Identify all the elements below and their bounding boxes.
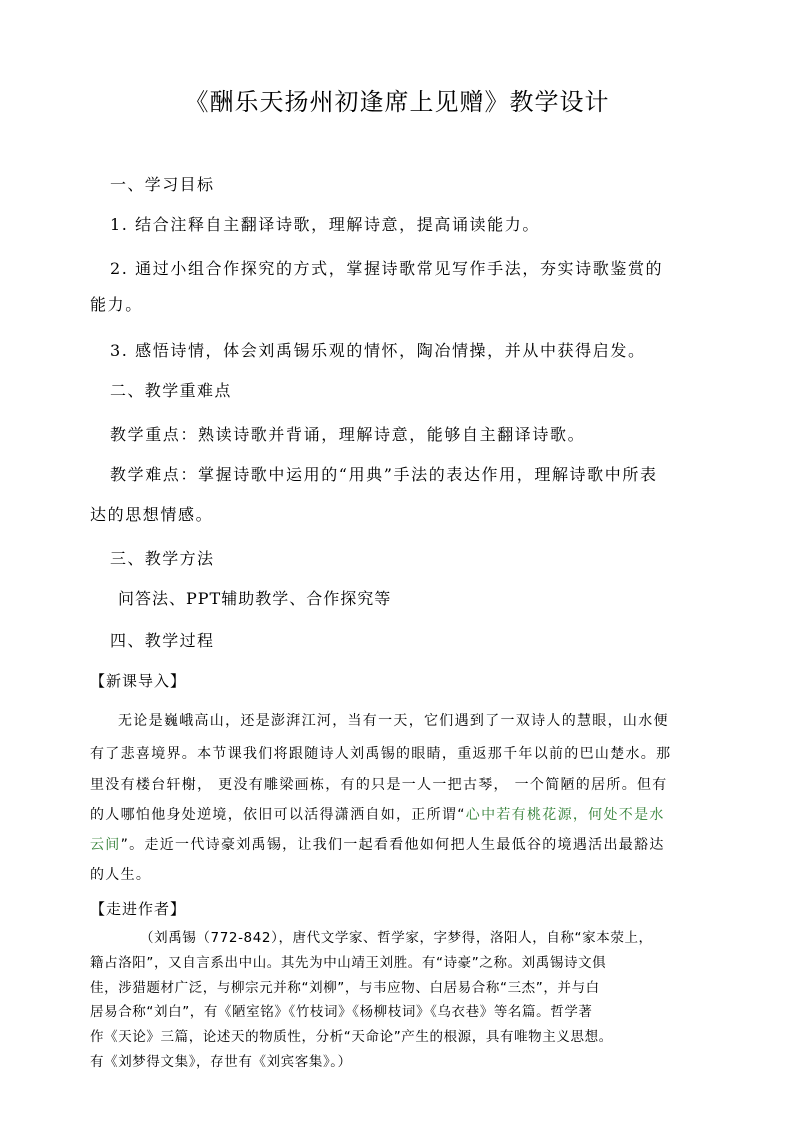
goal-item-1: 1. 结合注释自主翻译诗歌，理解诗意，提高诵读能力。 bbox=[110, 215, 540, 234]
document-title: 《酬乐天扬州初逢席上见赠》教学设计 bbox=[184, 88, 610, 116]
section-heading-key-points: 二、教学重难点 bbox=[110, 381, 232, 400]
methods-text: 问答法、PPT辅助教学、合作探究等 bbox=[118, 589, 392, 608]
section-heading-goals: 一、学习目标 bbox=[110, 175, 215, 194]
author-line-5: 作《天论》三篇，论述天的物质性，分析“天命论”产生的根源，具有唯物主义思想。 bbox=[90, 1029, 613, 1045]
intro-line-2: 有了悲喜境界。本节课我们将跟随诗人刘禹锡的眼睛，重返那千年以前的巴山楚水。那 bbox=[90, 746, 672, 762]
author-line-1: （刘禹锡（772-842），唐代文学家、哲学家，字梦得，洛阳人，自称“家本荥上， bbox=[140, 930, 653, 946]
intro-line-3: 里没有楼台轩榭， 更没有雕梁画栋，有的只是一人一把古琴， 一个简陋的居所。但有 bbox=[90, 777, 668, 793]
goal-item-2-line-2: 能力。 bbox=[90, 295, 143, 314]
author-line-3: 佳，涉猎题材广泛，与柳宗元并称“刘柳”，与韦应物、白居易合称“三杰”，并与白 bbox=[90, 980, 600, 996]
intro-line-4-text: 的人哪怕他身处逆境，依旧可以活得潇洒自如，正所谓“ bbox=[90, 807, 466, 823]
intro-quote-highlight: 心中若有桃花源，何处不是水 bbox=[465, 807, 665, 823]
key-point-text: 教学重点：熟读诗歌并背诵，理解诗意，能够自主翻译诗歌。 bbox=[110, 425, 586, 444]
author-line-4: 居易合称“刘白”，有《陋室铭》《竹枝词》《杨柳枝词》《乌衣巷》等名篇。哲学著 bbox=[90, 1004, 593, 1020]
intro-heading: 【新课导入】 bbox=[90, 672, 187, 690]
author-line-2: 籍占洛阳”，又自言系出中山。其先为中山靖王刘胜。有“诗豪”之称。刘禹锡诗文俱 bbox=[90, 955, 607, 971]
difficulty-text-line-1: 教学难点：掌握诗歌中运用的“用典”手法的表达作用，理解诗歌中所表 bbox=[110, 465, 658, 484]
section-heading-methods: 三、教学方法 bbox=[110, 549, 215, 568]
difficulty-text-line-2: 达的思想情感。 bbox=[90, 505, 214, 524]
intro-quote-highlight-end: 云间 bbox=[90, 837, 121, 853]
goal-item-3: 3. 感悟诗情，体会刘禹锡乐观的情怀，陶冶情操，并从中获得启发。 bbox=[110, 341, 646, 360]
section-heading-process: 四、教学过程 bbox=[110, 631, 215, 650]
intro-line-5-text: ”。走近一代诗豪刘禹锡，让我们一起看看他如何把人生最低谷的境遇活出最豁达 bbox=[120, 837, 665, 853]
author-heading: 【走进作者】 bbox=[90, 900, 187, 918]
author-line-6: 有《刘梦得文集》，存世有《刘宾客集》。） bbox=[90, 1054, 352, 1070]
intro-line-1: 无论是巍峨高山，还是澎湃江河，当有一天，它们遇到了一双诗人的慧眼，山水便 bbox=[118, 713, 669, 729]
goal-item-2-line-1: 2. 通过小组合作探究的方式，掌握诗歌常见写作手法，夯实诗歌鉴赏的 bbox=[110, 259, 664, 278]
intro-line-5 bbox=[0, 834, 794, 854]
intro-line-4 bbox=[0, 804, 794, 824]
intro-line-6: 的人生。 bbox=[90, 867, 152, 883]
